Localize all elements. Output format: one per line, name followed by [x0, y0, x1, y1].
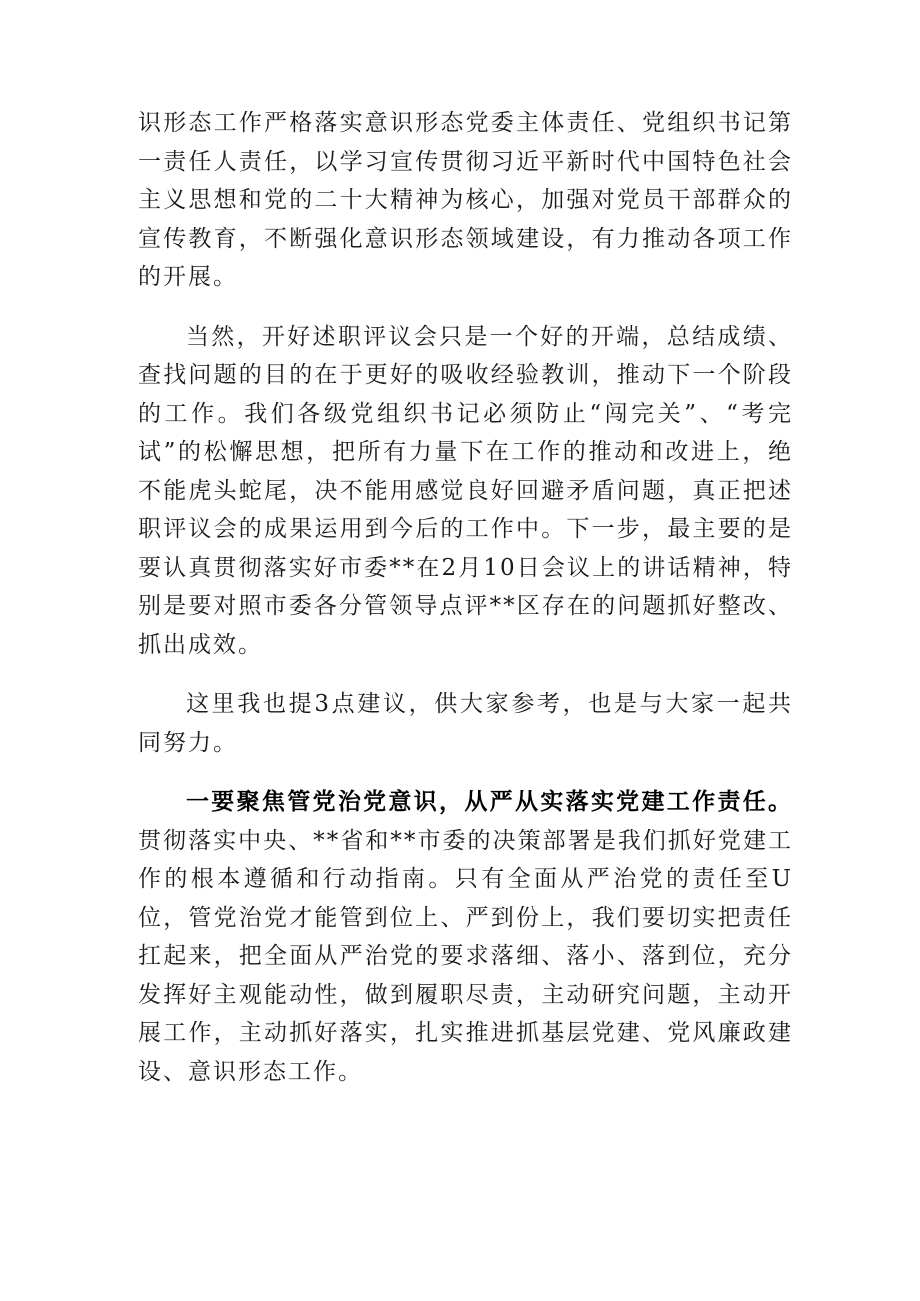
first-suggestion-heading: 一要聚焦管党治党意识，从严从实落实党建工作责任。	[186, 788, 793, 815]
document-page	[138, 104, 793, 1091]
paragraph-gap	[138, 762, 793, 783]
first-suggestion-body: 贯彻落实中央、**省和**市委的决策部署是我们抓好党建工作的根本遵循和行动指南。只有全面从严治党的责任至U位，管党治党才能管到位上、严到份上，我们要切实把责任扛起来，把全面从严治党的要求落细、落小、落到位，充分发挥好主观能动性，做到履职尽责，主动研究问题，主动开展工作，主动抓好落实，扎实推进抓基层党建、党风廉政建设、意识形态工作。	[138, 827, 793, 1085]
paragraph-review-meeting: 当然，开好述职评议会只是一个好的开端，总结成绩、查找问题的目的在于更好的吸收经验教训，推动下一个阶段的工作。我们各级党组织书记必须防止“闯完关”、“考完试”的松懈思想，把所有力量下在工作的推动和改进上，绝不能虎头蛇尾，决不能用感觉良好回避矛盾问题，真正把述职评议会的成果运用到今后的工作中。下一步，最主要的是要认真贯彻落实好市委**在2月10日会议上的讲话精神，特别是要对照市委各分管领导点评**区存在的问题抓好整改、抓出成效。	[138, 323, 793, 658]
paragraph-gap	[138, 664, 793, 685]
paragraph-gap	[138, 297, 793, 318]
paragraph-suggestions-intro: 这里我也提3点建议，供大家参考，也是与大家一起共同努力。	[138, 691, 793, 756]
paragraph-first-suggestion	[138, 783, 793, 1091]
paragraph-continued: 识形态工作严格落实意识形态党委主体责任、党组织书记第一责任人责任，以学习宣传贯彻习近平新时代中国特色社会主义思想和党的二十大精神为核心，加强对党员干部群众的宣传教育，不断强化意识形态领域建设，有力推动各项工作的开展。	[138, 110, 793, 290]
